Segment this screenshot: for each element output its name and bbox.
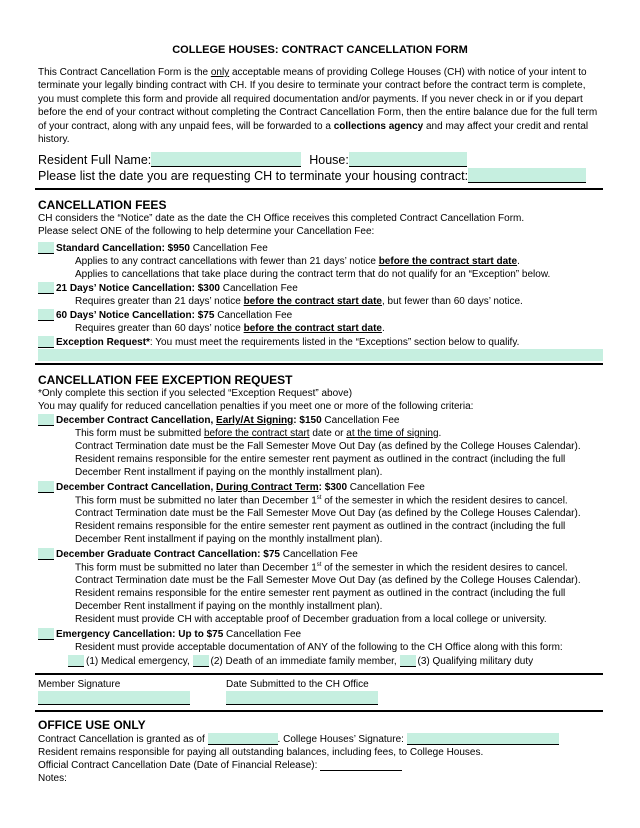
dec-signing-label-u: Early/At Signing bbox=[216, 415, 294, 426]
notice60-detail bbox=[75, 323, 385, 334]
exceptions-heading: CANCELLATION FEE EXCEPTION REQUEST bbox=[38, 373, 293, 387]
standard-detail-2: Applies to cancellations that take place during the contract term that do not qualify for an “Exception” below. bbox=[75, 269, 551, 280]
dec-term-label-u: During Contract Term bbox=[216, 482, 319, 493]
dec-signing-checkbox[interactable] bbox=[38, 414, 54, 426]
standard-fee: Cancellation Fee bbox=[189, 243, 268, 254]
standard-cancellation-checkbox[interactable] bbox=[38, 242, 54, 254]
divider bbox=[35, 188, 603, 190]
resident-name-label: Resident Full Name: bbox=[38, 153, 152, 167]
emergency-options bbox=[68, 655, 533, 667]
official-date-label: Official Contract Cancellation Date (Date of Financial Release): bbox=[38, 760, 321, 771]
standard-label: Standard Cancellation bbox=[56, 243, 162, 254]
house-field[interactable] bbox=[349, 152, 467, 167]
dec-grad-d1a: This form must be submitted no later than December 1 bbox=[75, 562, 317, 574]
granted-row bbox=[38, 733, 559, 745]
date-submitted-label: Date Submitted to the CH Office bbox=[226, 679, 369, 690]
fees-line-1: CH considers the “Notice” date as the date the CH Office receives this completed Contract Cancellation Form. bbox=[38, 213, 525, 224]
notice21-label: 21 Days’ Notice Cancellation bbox=[56, 283, 192, 294]
dec-signing-amount: : $150 bbox=[293, 415, 322, 426]
standard-cancellation-option bbox=[38, 242, 268, 254]
balances-note: Resident remains responsible for paying all outstanding balances, including fees, to College Houses. bbox=[38, 747, 484, 758]
granted-label: Contract Cancellation is granted as of bbox=[38, 734, 208, 745]
dec-term-d1a: This form must be submitted no later than December 1 bbox=[75, 495, 317, 507]
dec-term-option bbox=[38, 481, 425, 493]
intro-text-2: acceptable means of providing College Houses (CH) with notice of your intent to terminate your legally binding contract with CH. If you desire to terminate your contract before the contract term is complete, you must complete this form and provide all required documentation and/or payments. If you never check in or if you depart before the end of your contract without completing the Contract Cancellation Form, then the entire balance due for the full term of your contract, along with any unpaid fees, will be forwarded to a bbox=[38, 67, 598, 132]
dec-term-detail-3: Resident remains responsible for the entire semester rent payment as outlined in the contract (including the full bbox=[75, 521, 566, 532]
standard-d1b: before the contract start date bbox=[378, 256, 518, 267]
notice60-d1b: before the contract start date bbox=[243, 323, 382, 334]
emergency-label: Emergency Cancellation bbox=[56, 629, 173, 640]
notice21-option bbox=[38, 282, 298, 294]
notice21-d1c: , but fewer than 60 days’ notice. bbox=[382, 296, 523, 307]
emergency-fee: Cancellation Fee bbox=[223, 629, 302, 640]
dec-signing-d1d: at the time of signing bbox=[346, 428, 439, 439]
dec-term-amount: : $300 bbox=[318, 482, 348, 493]
dec-signing-fee: Cancellation Fee bbox=[321, 415, 400, 426]
notice21-amount: : $300 bbox=[191, 283, 220, 294]
exception-request-checkbox[interactable] bbox=[38, 336, 54, 348]
exception-request-option bbox=[38, 336, 519, 348]
dec-grad-detail-1 bbox=[75, 562, 568, 573]
dec-signing-d1c: date or bbox=[309, 428, 347, 439]
medical-emergency-label: (1) Medical emergency, bbox=[86, 656, 193, 667]
member-signature-label: Member Signature bbox=[38, 679, 121, 690]
intro-collections: collections agency bbox=[333, 120, 424, 132]
office-heading: OFFICE USE ONLY bbox=[38, 718, 146, 732]
fees-heading: CANCELLATION FEES bbox=[38, 198, 167, 212]
notice60-d1a: Requires greater than 60 days’ notice bbox=[75, 323, 244, 334]
fees-line-2: Please select ONE of the following to help determine your Cancellation Fee: bbox=[38, 226, 375, 237]
official-date-field[interactable] bbox=[320, 760, 402, 771]
termination-date-row bbox=[38, 168, 586, 183]
dec-signing-detail-3: Resident remains responsible for the entire semester rent payment as outlined in the contract (including the full bbox=[75, 454, 566, 465]
dec-signing-label: December Contract Cancellation, bbox=[56, 415, 217, 426]
dec-term-detail-2: Contract Termination date must be the Fall Semester Move Out Day (as defined by the College Houses Calendar). bbox=[75, 508, 581, 519]
dec-grad-option bbox=[38, 548, 358, 560]
dec-grad-d1sup: st bbox=[316, 562, 322, 568]
dec-grad-detail-2: Contract Termination date must be the Fall Semester Move Out Day (as defined by the College Houses Calendar). bbox=[75, 575, 581, 586]
standard-d1a: Applies to any contract cancellations with fewer than 21 days’ notice bbox=[75, 256, 379, 267]
emergency-amount: : Up to $75 bbox=[172, 629, 224, 640]
death-family-checkbox[interactable] bbox=[193, 655, 209, 667]
exception-label: Exception Request* bbox=[56, 337, 150, 348]
notice60-d1c: . bbox=[382, 323, 385, 334]
dec-grad-detail-3: Resident remains responsible for the entire semester rent payment as outlined in the contract (including the full bbox=[75, 588, 566, 599]
notice60-amount: : $75 bbox=[191, 310, 215, 321]
notes-label: Notes: bbox=[38, 773, 67, 784]
emergency-option bbox=[38, 628, 301, 640]
dec-grad-label: December Graduate Contract Cancellation bbox=[56, 549, 258, 560]
death-family-label: (2) Death of an immediate family member, bbox=[210, 656, 400, 667]
dec-term-d1b: of the semester in which the resident desires to cancel. bbox=[321, 495, 568, 507]
notice21-fee: Cancellation Fee bbox=[219, 283, 298, 294]
dec-signing-detail-4: December Rent installment if paying on the monthly installment plan). bbox=[75, 467, 383, 478]
dec-term-detail-4: December Rent installment if paying on the monthly installment plan). bbox=[75, 534, 383, 545]
dec-signing-d1a: This form must be submitted bbox=[75, 428, 204, 439]
notice21-d1b: before the contract start date bbox=[243, 296, 382, 307]
dec-signing-detail-2: Contract Termination date must be the Fall Semester Move Out Day (as defined by the College Houses Calendar). bbox=[75, 441, 581, 452]
dec-signing-detail-1 bbox=[75, 428, 441, 439]
termination-date-label: Please list the date you are requesting CH to terminate your housing contract: bbox=[38, 169, 469, 183]
exception-text: : You must meet the requirements listed in the “Exceptions” section below to qualify. bbox=[149, 337, 520, 348]
intro-only: only bbox=[210, 67, 230, 78]
dec-grad-d1b: of the semester in which the resident desires to cancel. bbox=[321, 562, 568, 574]
dec-grad-checkbox[interactable] bbox=[38, 548, 54, 560]
emergency-detail-1: Resident must provide acceptable documentation of ANY of the following to the CH Office along with this form: bbox=[75, 642, 563, 653]
resident-name-field[interactable] bbox=[151, 152, 301, 167]
official-date-row bbox=[38, 760, 402, 771]
dec-term-label: December Contract Cancellation, bbox=[56, 482, 217, 493]
intro-text-3: and may affect your credit and rental history. bbox=[38, 120, 589, 146]
ch-signature-field[interactable] bbox=[407, 733, 559, 745]
intro-paragraph bbox=[38, 66, 603, 146]
military-duty-checkbox[interactable] bbox=[400, 655, 416, 667]
exception-details-field[interactable] bbox=[38, 349, 603, 361]
notice60-label: 60 Days’ Notice Cancellation bbox=[56, 310, 192, 321]
termination-date-field[interactable] bbox=[468, 168, 586, 183]
dec-signing-d1b: before the contract start bbox=[203, 428, 310, 439]
dec-term-d1sup: st bbox=[316, 495, 322, 501]
dec-signing-d1e: . bbox=[438, 428, 442, 439]
emergency-checkbox[interactable] bbox=[38, 628, 54, 640]
notice60-option bbox=[38, 309, 292, 321]
exceptions-note-1: *Only complete this section if you selected “Exception Request” above) bbox=[38, 388, 353, 399]
house-label: House: bbox=[309, 153, 349, 167]
dec-term-detail-1 bbox=[75, 495, 568, 506]
notice60-checkbox[interactable] bbox=[38, 309, 54, 321]
form-title: COLLEGE HOUSES: CONTRACT CANCELLATION FORM bbox=[172, 44, 468, 56]
dec-grad-fee: Cancellation Fee bbox=[279, 549, 358, 560]
dec-grad-detail-5: Resident must provide CH with acceptable proof of December graduation from a local college or university. bbox=[75, 614, 547, 625]
dec-term-fee: Cancellation Fee bbox=[347, 482, 425, 493]
notice21-checkbox[interactable] bbox=[38, 282, 54, 294]
ch-signature-label: . College Houses’ Signature: bbox=[277, 734, 407, 745]
exceptions-note-2: You may qualify for reduced cancellation penalties if you meet one or more of the following criteria: bbox=[38, 401, 474, 412]
divider bbox=[35, 710, 603, 712]
granted-date-field[interactable] bbox=[208, 733, 278, 745]
intro-text-1: This Contract Cancellation Form is the bbox=[38, 67, 211, 78]
dec-term-checkbox[interactable] bbox=[38, 481, 54, 493]
notice21-detail bbox=[75, 296, 523, 307]
notice60-fee: Cancellation Fee bbox=[214, 310, 293, 321]
medical-emergency-checkbox[interactable] bbox=[68, 655, 84, 667]
divider bbox=[35, 673, 603, 675]
notice21-d1a: Requires greater than 21 days’ notice bbox=[75, 296, 244, 307]
date-submitted-field[interactable] bbox=[226, 691, 378, 705]
dec-signing-option bbox=[38, 414, 399, 426]
dec-grad-amount: : $75 bbox=[257, 549, 280, 560]
standard-amount: : $950 bbox=[161, 243, 190, 254]
standard-d1c: . bbox=[517, 256, 520, 267]
divider bbox=[35, 363, 603, 365]
resident-row bbox=[38, 152, 467, 167]
standard-detail-1 bbox=[75, 256, 520, 267]
military-duty-label: (3) Qualifying military duty bbox=[417, 656, 534, 667]
dec-grad-detail-4: December Rent installment if paying on the monthly installment plan). bbox=[75, 601, 383, 612]
member-signature-field[interactable] bbox=[38, 691, 190, 705]
